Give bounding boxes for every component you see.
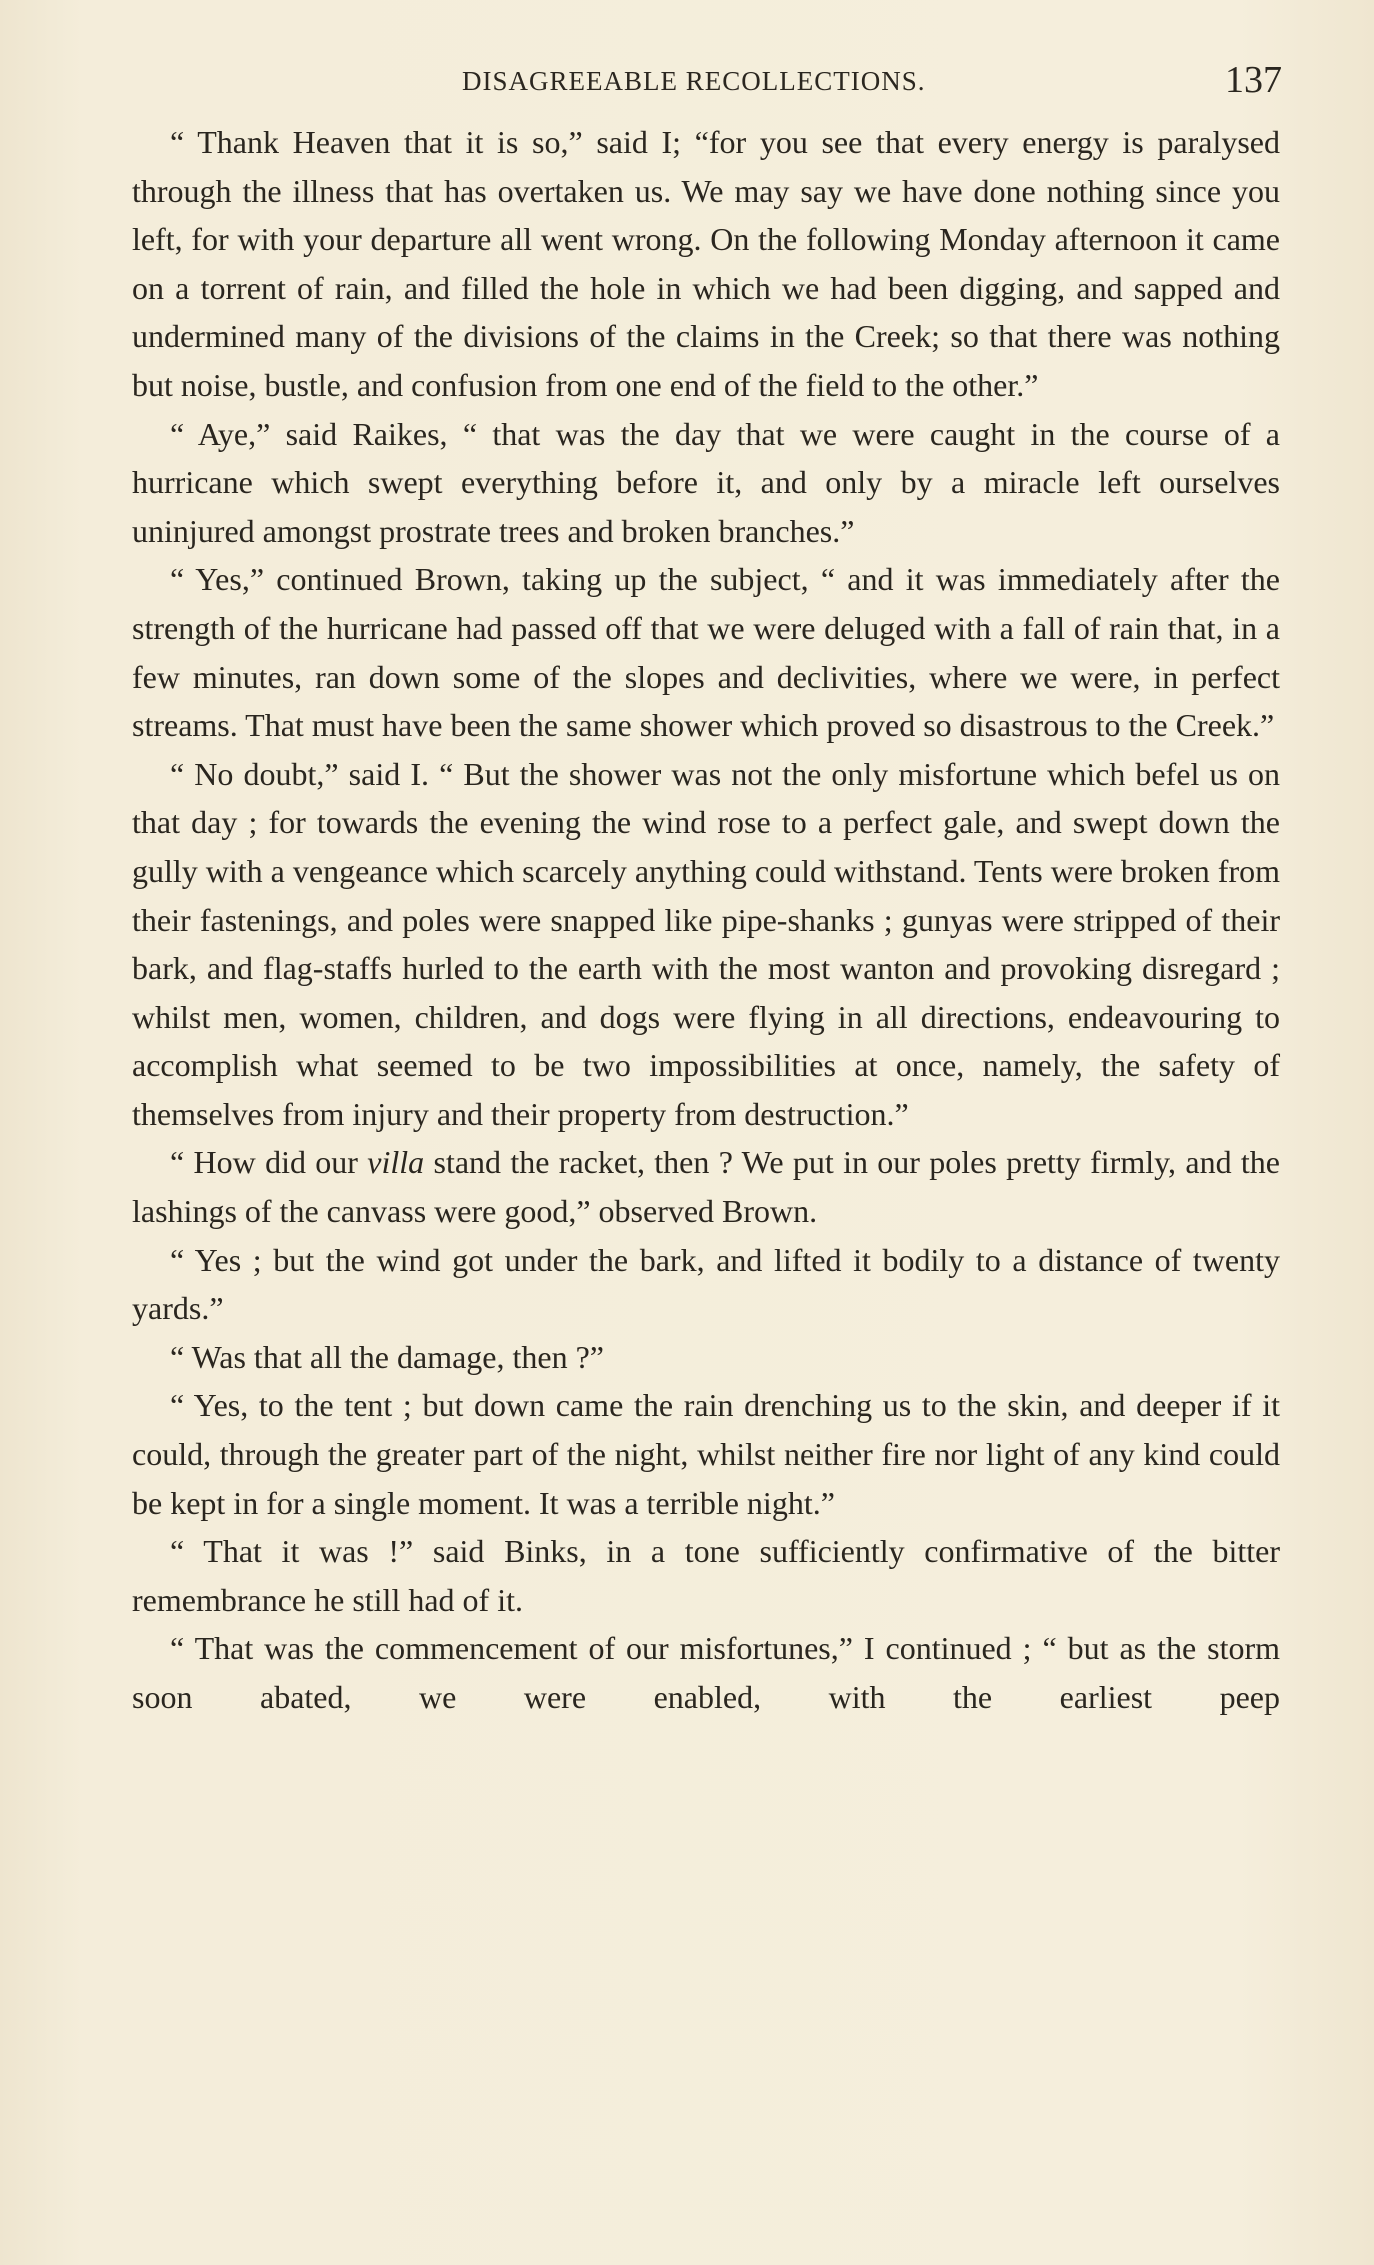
paragraph: “ Yes,” continued Brown, taking up the subject, “ and it was immediately after the strength of the hurricane had passed off that we were deluged with a fall of rain that, in a few minutes, ran down some of the slopes and declivities, where we were, in perfect streams. That must have been the same shower which proved so disastrous to the Creek.” <box>132 561 1280 744</box>
paragraph: “ Yes ; but the wind got under the bark, and lifted it bodily to a distance of twenty yards.” <box>132 1241 1280 1327</box>
running-head: DISAGREEABLE RECOLLECTIONS. <box>462 66 926 96</box>
paragraph: “ That was the commencement of our misfortunes,” I continued ; “ but as the storm soon abated, we were enabled, with the earliest peep <box>132 1630 1280 1715</box>
paragraph: “ Thank Heaven that it is so,” said I; “for you see that every energy is paralysed through the illness that has overtaken us. We may say we have done nothing since you left, for with your departure all went wrong. On the following Monday afternoon it came on a torrent of rain, and filled the hole in which we had been digging, and sapped and undermined many of the divisions of the claims in the Creek; so that there was nothing but noise, bustle, and confusion from one end of the field to the other.” <box>132 124 1280 403</box>
paragraph: “ Aye,” said Raikes, “ that was the day that we were caught in the course of a hurricane which swept everything before it, and only by a miracle left ourselves uninjured amongst prostrate trees and broken branches.” <box>132 415 1280 549</box>
page-header <box>132 58 1282 108</box>
italic-word: villa <box>367 1144 425 1181</box>
paragraph-text: “ How did our <box>170 1144 368 1181</box>
paragraph: “ That it was !” said Binks, in a tone sufficiently confirmative of the bitter remembrance he still had of it. <box>132 1533 1280 1618</box>
paragraph: “ No doubt,” said I. “ But the shower was not the only misfortune which befel us on that day ; for towards the evening the wind rose to a perfect gale, and swept down the gully with a vengeance which scarcely anything could withstand. Tents were broken from their fastenings, and poles were snapped like pipe-shanks ; gunyas were stripped of their bark, and flag-staffs hurled to the earth with the most wanton and provoking disregard ; whilst men, women, children, and dogs were flying in all directions, endeavouring to accomplish what seemed to be two impossibilities at once, namely, the safety of themselves from injury and their property from destruction.” <box>132 755 1280 1132</box>
paragraph <box>132 1138 1280 1235</box>
page-number: 137 <box>1225 59 1282 101</box>
paragraph: “ Yes, to the tent ; but down came the rain drenching us to the skin, and deeper if it could, through the greater part of the night, whilst neither fire nor light of any kind could be kept in for a single moment. It was a terrible night.” <box>132 1387 1280 1521</box>
body-text <box>132 118 1280 1722</box>
paragraph-text: stand the racket, then ? We put in our poles pretty firmly, and the lashings of the canvass were good,” observed Brown. <box>132 1144 1281 1230</box>
paragraph: “ Was that all the damage, then ?” <box>170 1338 604 1375</box>
